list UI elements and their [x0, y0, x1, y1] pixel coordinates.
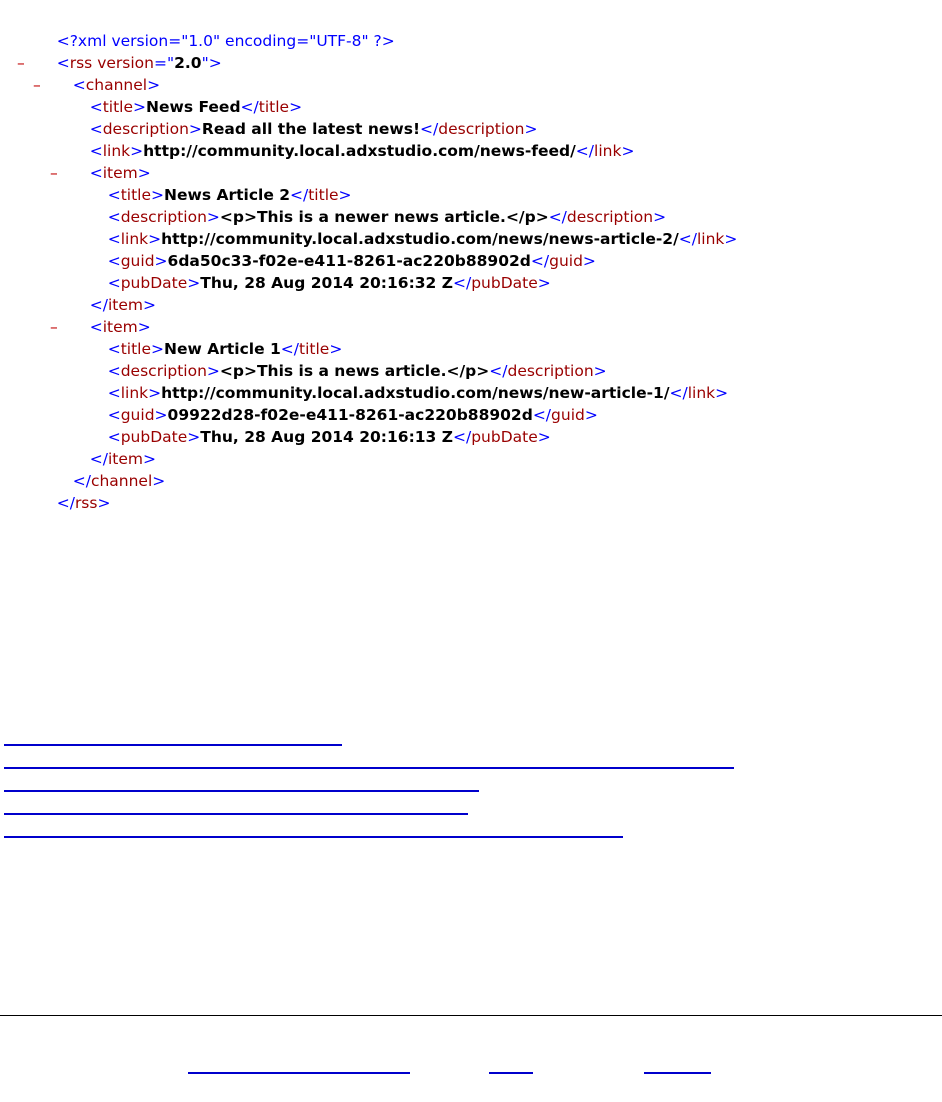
channel-link-value: http://community.local.adxstudio.com/news-feed/ [143, 142, 576, 160]
channel-title-value: News Feed [146, 98, 241, 116]
item-2-pubdate-line: <pubDate>Thu, 28 Aug 2014 20:16:13 Z</pubDate> [107, 428, 551, 446]
rss-close-tag: </rss> [56, 494, 111, 512]
item-1-description-line: <description><p>This is a newer news article.</p></description> [107, 208, 667, 226]
item-2-description-line: <description><p>This is a news article.</p></description> [107, 362, 607, 380]
link-3-underline[interactable] [4, 790, 479, 792]
rss-open-tag: – <rss version="2.0"> [17, 54, 222, 72]
item-1-pubdate-value: Thu, 28 Aug 2014 20:16:32 Z [200, 274, 453, 292]
footer-link-2[interactable] [489, 1072, 533, 1074]
xml-declaration-text: <?xml version="1.0" encoding="UTF-8" ?> [56, 32, 395, 50]
item-1-close-tag: </item> [89, 296, 156, 314]
item-2-pubdate-value: Thu, 28 Aug 2014 20:16:13 Z [200, 428, 453, 446]
footer-divider [0, 1015, 942, 1016]
channel-title-line: <title>News Feed</title> [89, 98, 303, 116]
collapse-item-2-toggle[interactable]: – [50, 318, 58, 336]
item-2-guid-value: 09922d28-f02e-e411-8261-ac220b88902d [167, 406, 533, 424]
item-2-open-tag: – <item> [50, 318, 151, 336]
item-2-link-value: http://community.local.adxstudio.com/news/new-article-1/ [161, 384, 670, 402]
collapse-item-1-toggle[interactable]: – [50, 164, 58, 182]
collapse-channel-toggle[interactable]: – [33, 76, 41, 94]
link-5-underline[interactable] [4, 836, 623, 838]
item-1-guid-value: 6da50c33-f02e-e411-8261-ac220b88902d [167, 252, 531, 270]
link-2-underline[interactable] [4, 767, 734, 769]
item-1-link-value: http://community.local.adxstudio.com/news/news-article-2/ [161, 230, 679, 248]
footer-link-1[interactable] [188, 1072, 410, 1074]
item-2-title-line: <title>New Article 1</title> [107, 340, 343, 358]
channel-open-tag: – <channel> [33, 76, 161, 94]
item-2-description-value: <p>This is a news article.</p> [219, 362, 490, 380]
item-1-guid-line: <guid>6da50c33-f02e-e411-8261-ac220b88902d</guid> [107, 252, 596, 270]
item-2-link-line: <link>http://community.local.adxstudio.com/news/new-article-1/</link> [107, 384, 729, 402]
channel-close-tag: </channel> [72, 472, 166, 490]
item-2-guid-line: <guid>09922d28-f02e-e411-8261-ac220b88902d</guid> [107, 406, 598, 424]
channel-description-value: Read all the latest news! [201, 120, 421, 138]
item-1-pubdate-line: <pubDate>Thu, 28 Aug 2014 20:16:32 Z</pubDate> [107, 274, 551, 292]
item-1-open-tag: – <item> [50, 164, 151, 182]
link-1-underline[interactable] [4, 744, 342, 746]
item-2-close-tag: </item> [89, 450, 156, 468]
item-1-title-value: News Article 2 [164, 186, 291, 204]
collapse-rss-toggle[interactable]: – [17, 54, 25, 72]
footer-link-3[interactable] [644, 1072, 711, 1074]
item-2-title-value: New Article 1 [164, 340, 281, 358]
item-1-link-line: <link>http://community.local.adxstudio.com/news/news-article-2/</link> [107, 230, 738, 248]
xml-declaration [37, 8, 395, 50]
item-1-description-value: <p>This is a newer news article.</p> [219, 208, 549, 226]
channel-link-line: <link>http://community.local.adxstudio.com/news-feed/</link> [89, 142, 635, 160]
link-4-underline[interactable] [4, 813, 468, 815]
item-1-title-line: <title>News Article 2</title> [107, 186, 352, 204]
channel-description-line: <description>Read all the latest news!</description> [89, 120, 538, 138]
